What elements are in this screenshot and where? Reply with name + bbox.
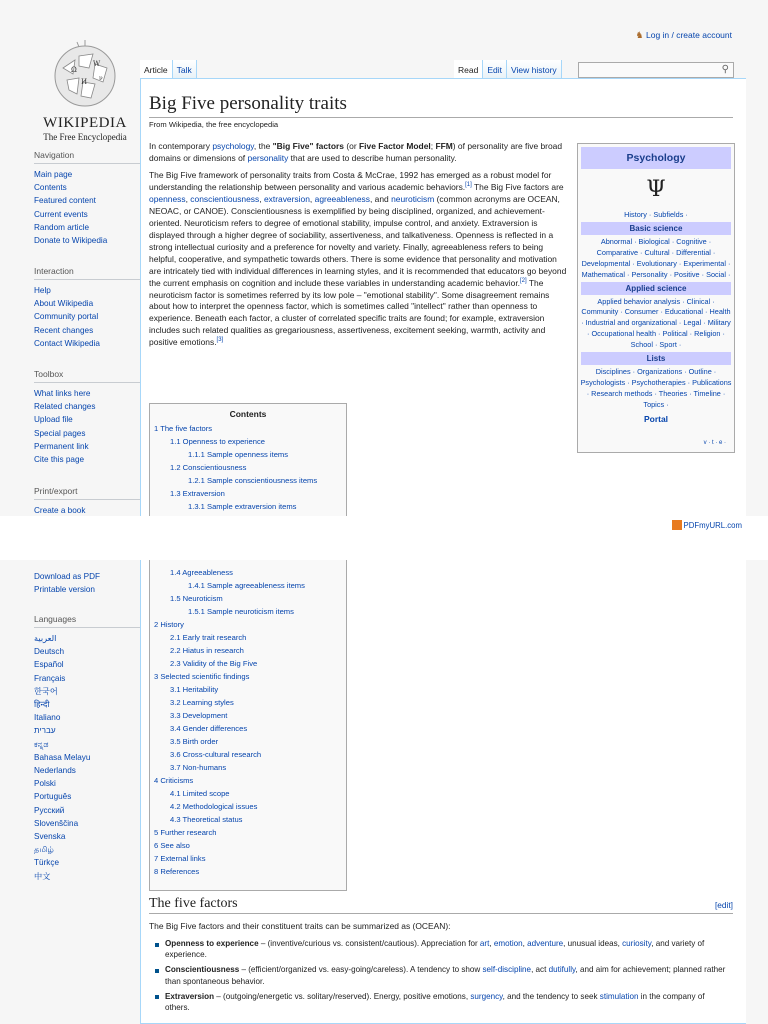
globe-icon — [49, 38, 121, 110]
sidebar-item[interactable]: Printable version — [34, 585, 95, 595]
navbox-vte[interactable]: v · t · e · — [703, 440, 726, 446]
tab-edit[interactable]: Edit — [483, 60, 507, 78]
infobox-section-title[interactable]: Applied science — [581, 282, 731, 295]
toc-item[interactable]: 1.3.1 Sample extraversion items — [188, 502, 297, 511]
list-item: Conscientiousness – (efficient/organized vs. easy-going/careless). A tendency to show self-discipline, act dutifully, and aim for achievement; planned rather than spontaneous behavior. — [155, 964, 729, 987]
sidebar-item[interactable]: Related changes — [34, 402, 96, 412]
language-link[interactable]: Türkçe — [34, 858, 60, 868]
language-link[interactable]: Svenska — [34, 832, 66, 842]
toc-item[interactable]: 5 Further research — [154, 828, 217, 837]
language-link[interactable]: Bahasa Melayu — [34, 752, 91, 762]
link-dutifully[interactable]: dutifully — [548, 965, 576, 975]
languages-portal — [34, 614, 140, 883]
traits-list — [155, 938, 729, 1017]
toc-item[interactable]: 4.3 Theoretical status — [170, 815, 243, 824]
language-link[interactable]: Русский — [34, 805, 65, 815]
toc-item[interactable]: 2 History — [154, 620, 184, 629]
sidebar-item[interactable]: Recent changes — [34, 325, 94, 335]
ref-link[interactable]: [1] — [465, 182, 472, 189]
language-link[interactable]: Español — [34, 660, 64, 670]
table-of-contents-continued — [149, 560, 347, 891]
link-surgency[interactable]: surgency — [470, 991, 503, 1001]
language-link[interactable]: Français — [34, 673, 66, 683]
toc-item[interactable]: 3.2 Learning styles — [170, 698, 234, 707]
language-link[interactable]: Português — [34, 792, 72, 802]
language-link[interactable]: हिन्दी — [34, 700, 50, 710]
link-self-discipline[interactable]: self-discipline — [482, 965, 532, 975]
language-link[interactable]: Italiano — [34, 713, 61, 723]
sidebar-item[interactable]: Random article — [34, 222, 90, 232]
toc-item[interactable]: 1.4.1 Sample agreeableness items — [188, 581, 305, 590]
language-link[interactable]: Deutsch — [34, 647, 65, 657]
portal-heading: Print/export — [34, 486, 140, 500]
toc-item[interactable]: 3.3 Development — [170, 711, 228, 720]
list-item: Extraversion – (outgoing/energetic vs. solitary/reserved). Energy, positive emotions, surgency, and the tendency to seek stimulation in the company of others. — [155, 991, 729, 1014]
login-text[interactable]: Log in / create account — [645, 30, 732, 40]
language-link[interactable]: 한국어 — [34, 686, 58, 696]
sidebar-item[interactable]: Contents — [34, 183, 67, 193]
toc-item[interactable]: 1.1.1 Sample openness items — [188, 450, 289, 459]
link-art[interactable]: art — [479, 939, 490, 948]
language-link[interactable]: עברית — [34, 726, 56, 736]
infobox-links[interactable]: Applied behavior analysis · Clinical · Community · Consumer · Educational · Health · Industrial and organizational · Legal · Military · Occupational health · Political · Religion · School · Sport · — [581, 296, 731, 350]
section-intro: The Big Five factors and their constituent traits can be summarized as (OCEAN): — [149, 921, 451, 931]
tab-article[interactable]: Article — [140, 60, 173, 78]
toc-title: Contents — [229, 409, 267, 419]
sidebar-item[interactable]: Special pages — [34, 428, 86, 438]
svg-text:ν: ν — [99, 75, 103, 82]
toc-item[interactable]: 7 External links — [154, 854, 206, 863]
toc-item[interactable]: 4 Criticisms — [154, 776, 194, 785]
infobox-links[interactable]: Disciplines · Organizations · Outline · Psychologists · Psychotherapies · Publications · Research methods · Theories · Timeline · Topics · — [580, 367, 732, 409]
nav-portal — [34, 150, 140, 247]
toc-item[interactable]: 1 The five factors — [154, 424, 213, 433]
wikipedia-logo[interactable] — [40, 38, 130, 142]
article-content — [140, 78, 746, 516]
portal-heading: Toolbox — [34, 369, 140, 383]
sidebar-item[interactable]: Donate to Wikipedia — [34, 236, 108, 246]
pdf-page-2 — [0, 560, 768, 1024]
svg-text:И: И — [81, 78, 88, 86]
section-heading-five-factors: The five factors [edit] — [149, 896, 733, 914]
sidebar-item[interactable]: Permanent link — [34, 441, 89, 451]
toc-item[interactable]: 1.5.1 Sample neuroticism items — [188, 607, 294, 616]
link-emotion[interactable]: emotion — [493, 939, 523, 948]
svg-text:W: W — [93, 60, 101, 68]
toc-item[interactable]: 3.1 Heritability — [170, 685, 219, 694]
tab-view-history[interactable]: View history — [507, 60, 562, 78]
sidebar-item[interactable]: Help — [34, 286, 51, 295]
link-curiosity[interactable]: curiosity — [622, 939, 652, 948]
portal-heading: Interaction — [34, 266, 140, 280]
ref-link[interactable]: [3] — [216, 337, 224, 344]
toc-item[interactable]: 3.7 Non-humans — [170, 763, 227, 772]
toc-item[interactable]: 2.2 Hiatus in research — [170, 646, 244, 655]
article-content-continued — [140, 560, 746, 1024]
sidebar-item[interactable]: Create a book — [34, 506, 86, 515]
logo-wordmark: WIKIPEDIA — [43, 115, 127, 131]
print-portal-continued — [34, 570, 140, 596]
pdf-icon — [672, 520, 682, 530]
toc-item[interactable]: 1.4 Agreeableness — [170, 568, 233, 577]
language-link[interactable]: Polski — [34, 779, 56, 789]
svg-text:Ω: Ω — [71, 66, 77, 74]
toc-item[interactable]: 3.6 Cross-cultural research — [170, 750, 262, 759]
sidebar-item[interactable]: Cite this page — [34, 455, 85, 465]
toolbox-portal — [34, 369, 140, 466]
sidebar-continued — [0, 560, 140, 1024]
toc-item[interactable]: 6 See also — [154, 841, 190, 850]
ref-link[interactable]: [2] — [520, 277, 527, 284]
print-portal — [34, 486, 140, 516]
infobox-portal[interactable]: Portal — [643, 413, 669, 424]
sidebar-item[interactable]: What links here — [34, 389, 91, 398]
login-link[interactable] — [636, 30, 732, 41]
page-title: Big Five personality traits — [149, 93, 733, 118]
sidebar-item[interactable]: Featured content — [34, 196, 96, 206]
site-subtitle: From Wikipedia, the free encyclopedia — [149, 120, 279, 129]
link-extraversion[interactable]: extraversion — [263, 193, 310, 204]
sidebar-item[interactable]: About Wikipedia — [34, 299, 94, 309]
toc-item[interactable]: 3.4 Gender differences — [170, 724, 248, 733]
link-personality[interactable]: personality — [247, 152, 289, 163]
link-neuroticism[interactable]: neuroticism — [391, 193, 435, 204]
tab-read[interactable]: Read — [454, 60, 483, 78]
toc-item[interactable]: 3 Selected scientific findings — [154, 672, 250, 681]
toc-item[interactable]: 2.3 Validity of the Big Five — [170, 659, 258, 668]
list-item: Openness to experience – (inventive/curious vs. consistent/cautious). Appreciation for art, emotion, adventure, unusual ideas, curiosity, and variety of experience. — [155, 938, 729, 961]
sidebar-item[interactable]: Current events — [34, 209, 88, 219]
language-link[interactable]: 中文 — [34, 871, 51, 881]
view-tabs — [454, 60, 562, 78]
tab-talk[interactable]: Talk — [173, 60, 197, 78]
toc-item[interactable]: 3.5 Birth order — [170, 737, 219, 746]
infobox-section-title[interactable]: Lists — [581, 352, 731, 365]
interaction-portal — [34, 266, 140, 350]
infobox-section-title[interactable]: Basic science — [581, 222, 731, 235]
logo-tagline: The Free Encyclopedia — [43, 132, 127, 142]
toc-item[interactable]: 2.1 Early trait research — [170, 633, 247, 642]
link-conscientiousness[interactable]: conscientiousness — [190, 193, 260, 204]
language-link[interactable]: Slovenščina — [34, 818, 79, 828]
toc-item[interactable]: 4.2 Methodological issues — [170, 802, 258, 811]
table-of-contents — [149, 403, 347, 516]
link-adventure[interactable]: adventure — [527, 939, 564, 948]
lead-paragraph-2: The Big Five framework of personality traits from Costa & McCrae, 1992 has emerged as a robust model for understanding the relationship between personality and various academic behaviors.[1] The Big Five factors are openness, conscientiousness, extraversion, agreeableness, and neuroticism (common acronyms are OCEAN, NEOAC, or CANOE). Conscientiousness is exemplified by being disciplined, organized, and achievement-oriented. Neuroticism refers to degree of emotional stability, impulse control, and anxiety. Extraversion is displayed through a higher degree of sociability, assertiveness, and talkativeness. Openness is reflected in a strong intellectual curiosity and a preference for novelty and variety. Finally, agreeableness refers to being helpful, cooperative, and sympathetic towards others. There is some evidence that personality and motivation are intricately tied with individual differences in learning styles, and it is recommended that educators go beyond the current emphasis on cognition and include these variables in understanding academic behavior.[2] The neuroticism factor is sometimes referred by its low pole – "emotional stability". Some disagreement remains about how to interpret the openness factor, which is sometimes called "intellect" rather than openness to experience. Beneath each factor, a cluster of correlated specific traits are found; for example, extraversion includes such related qualities as gregariousness, assertiveness, excitement seeking, warmth, activity and positive emotions.[3] — [149, 170, 567, 348]
infobox-title[interactable]: Psychology — [581, 147, 731, 169]
lead-paragraph-1: In contemporary psychology, the "Big Five" factors (or Five Factor Model; FFM) of personality are five broad domains or dimensions of personality that are used to describe human personality. — [149, 141, 563, 163]
sidebar-item[interactable]: Upload file — [34, 415, 73, 425]
language-link[interactable]: العربية — [34, 633, 57, 643]
search-input[interactable] — [578, 62, 734, 78]
toc-item[interactable]: 4.1 Limited scope — [170, 789, 230, 798]
infobox-links[interactable]: Abnormal · Biological · Cognitive · Comparative · Cultural · Differential · Developmental · Evolutionary · Experimental · Mathematical · Personality · Positive · Social · — [581, 236, 731, 279]
sidebar — [0, 0, 140, 516]
portal-heading: Navigation — [34, 150, 140, 164]
namespace-tabs — [140, 60, 197, 78]
toc-item[interactable]: 1.2 Conscientiousness — [170, 463, 247, 472]
link-openness[interactable]: openness — [149, 193, 186, 204]
language-link[interactable]: தமிழ் — [34, 845, 54, 855]
link-agreeableness[interactable]: agreeableness — [314, 193, 370, 204]
toc-item[interactable]: 1.1 Openness to experience — [170, 437, 265, 446]
sidebar-item[interactable]: Community portal — [34, 312, 99, 322]
search-icon[interactable]: ⚲ — [721, 64, 729, 75]
toc-item[interactable]: 1.3 Extraversion — [170, 489, 225, 498]
sidebar-item[interactable]: Download as PDF — [34, 572, 100, 581]
toc-item[interactable]: 8 References — [154, 867, 200, 876]
toc-item[interactable]: 1.2.1 Sample conscientiousness items — [188, 476, 318, 485]
sidebar-item[interactable]: Main page — [34, 170, 73, 179]
language-link[interactable]: Nederlands — [34, 766, 76, 776]
link-psychology[interactable]: psychology — [212, 141, 254, 151]
toc-item[interactable]: 1.5 Neuroticism — [170, 594, 223, 603]
section-edit-link[interactable]: [edit] — [715, 900, 733, 910]
user-icon: ♞ — [635, 30, 644, 40]
link-stimulation[interactable]: stimulation — [599, 991, 639, 1001]
portal-heading: Languages — [34, 614, 140, 628]
psi-symbol: Ψ — [646, 177, 666, 202]
pdfmyurl-link[interactable]: PDFmyURL.com — [672, 520, 742, 530]
infobox-links[interactable]: History · Subfields · — [624, 210, 688, 219]
sidebar-item[interactable]: Contact Wikipedia — [34, 338, 100, 348]
language-link[interactable]: ಕನ್ನಡ — [34, 739, 49, 749]
psychology-infobox — [577, 143, 735, 453]
